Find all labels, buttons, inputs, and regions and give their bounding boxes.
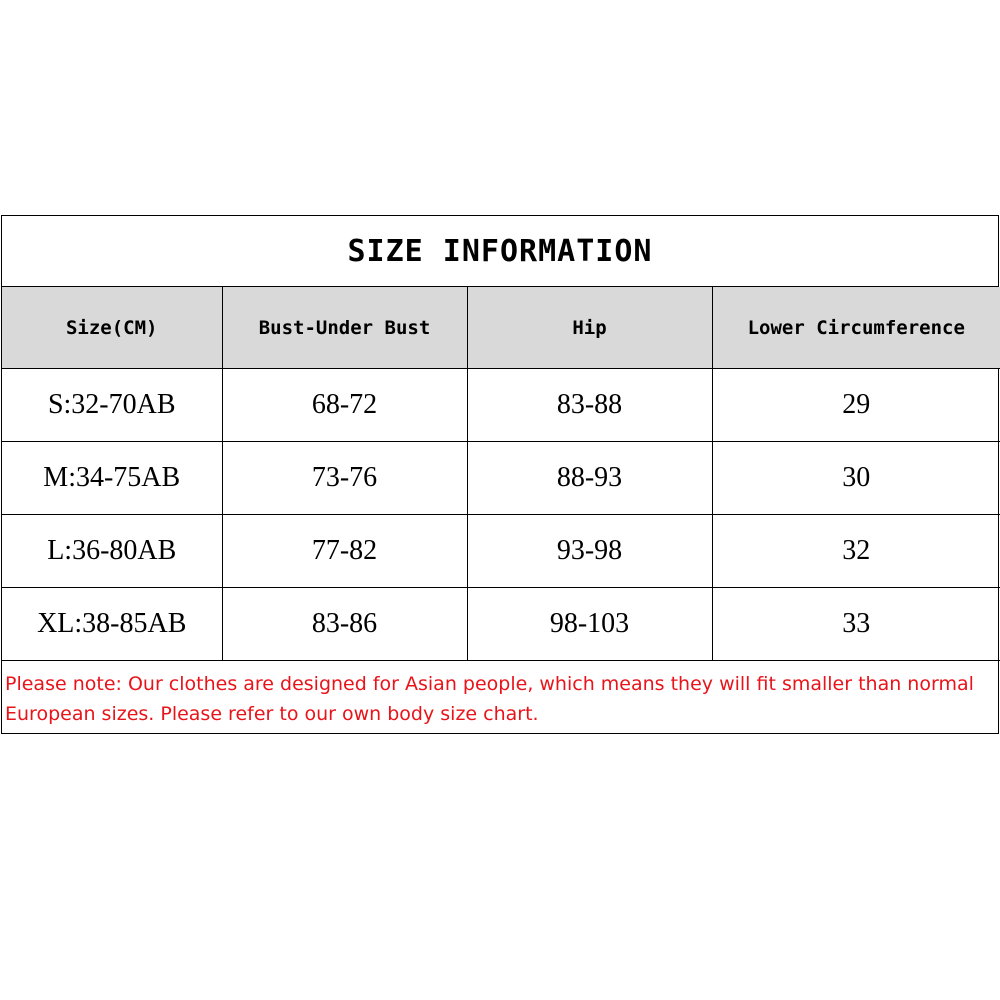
- cell-hip: 83-88: [467, 369, 712, 442]
- cell-hip: 93-98: [467, 515, 712, 588]
- cell-size: S:32-70AB: [2, 369, 222, 442]
- table-row: [2, 588, 1000, 661]
- cell-lower-circumference: 29: [712, 369, 1000, 442]
- cell-lower-circumference: 32: [712, 515, 1000, 588]
- header-hip: Hip: [467, 287, 712, 369]
- cell-hip: 88-93: [467, 442, 712, 515]
- cell-bust: 77-82: [222, 515, 467, 588]
- table-row: [2, 442, 1000, 515]
- header-bust-under-bust: Bust-Under Bust: [222, 287, 467, 369]
- header-size: Size(CM): [2, 287, 222, 369]
- table-row: [2, 369, 1000, 442]
- cell-hip: 98-103: [467, 588, 712, 661]
- cell-size: XL:38-85AB: [2, 588, 222, 661]
- cell-bust: 73-76: [222, 442, 467, 515]
- title-row: [2, 216, 998, 287]
- size-chart: [1, 215, 999, 734]
- cell-lower-circumference: 30: [712, 442, 1000, 515]
- cell-bust: 68-72: [222, 369, 467, 442]
- header-lower-circumference: Lower Circumference: [712, 287, 1000, 369]
- cell-size: M:34-75AB: [2, 442, 222, 515]
- table-row: [2, 515, 1000, 588]
- chart-title: SIZE INFORMATION: [347, 233, 653, 269]
- sizing-note: Please note: Our clothes are designed for Asian people, which means they will fit smaller than normal European sizes. Please refer to our own body size chart.: [5, 673, 974, 725]
- size-table: [2, 287, 1000, 661]
- cell-bust: 83-86: [222, 588, 467, 661]
- header-row: [2, 287, 1000, 369]
- cell-size: L:36-80AB: [2, 515, 222, 588]
- cell-lower-circumference: 33: [712, 588, 1000, 661]
